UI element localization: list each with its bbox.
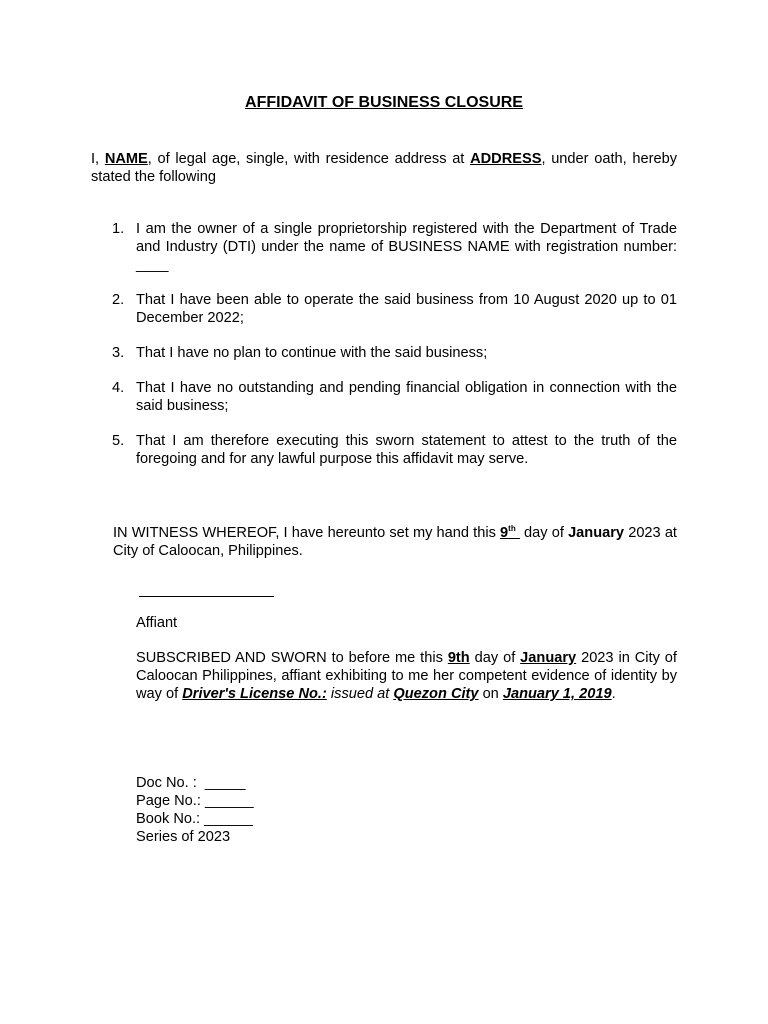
item-text: That I have no outstanding and pending financial obligation in connection with the said business; — [136, 380, 677, 414]
witness-day-suffix: th — [508, 524, 516, 534]
sworn-month: January — [520, 650, 577, 666]
intro-suffix: , under oath, hereby stated the following — [91, 151, 677, 185]
address-placeholder: ADDRESS — [470, 151, 542, 167]
sworn-part-1: SUBSCRIBED AND SWORN to before me this — [136, 650, 448, 666]
intro-prefix: I, — [91, 151, 105, 167]
item-number: 3. — [112, 345, 125, 361]
book-no: Book No.: ______ — [136, 811, 253, 827]
item-text: That I have no plan to continue with the said business; — [136, 345, 488, 361]
doc-no: Doc No. : _____ — [136, 775, 246, 791]
witness-suffix: 2023 at City of Caloocan, Philippines. — [113, 525, 677, 559]
item-text: That I have been able to operate the said business from 10 August 2020 up to 01 December 2022; — [136, 292, 677, 326]
witness-prefix: IN WITNESS WHEREOF, I have hereunto set my hand this — [113, 525, 501, 541]
sworn-day: 9th — [447, 650, 470, 666]
witness-month: January — [568, 525, 625, 541]
sworn-part-4: issued at — [326, 686, 394, 702]
item-number: 5. — [112, 433, 125, 449]
signature-line — [139, 596, 274, 597]
sworn-part-3: 2023 in City of Caloocan Philippines, affiant exhibiting to me her competent evidence of identity by way of — [136, 650, 677, 702]
series: Series of 2023 — [136, 829, 231, 845]
affiant-label: Affiant — [136, 615, 178, 631]
list-item — [91, 379, 677, 415]
statement-list — [91, 220, 677, 485]
page-no: Page No.: ______ — [136, 793, 254, 809]
intro-mid: , of legal age, single, with residence address at — [147, 151, 471, 167]
document-title: AFFIDAVIT OF BUSINESS CLOSURE — [245, 94, 523, 111]
witness-paragraph — [113, 524, 677, 560]
sworn-part-2: day of — [469, 650, 521, 666]
list-item — [91, 291, 677, 327]
list-item — [91, 432, 677, 468]
name-placeholder: NAME — [104, 151, 148, 167]
witness-day — [500, 525, 520, 541]
jurat-paragraph — [136, 649, 677, 703]
notarial-register — [136, 774, 436, 846]
sworn-place: Quezon City — [393, 686, 479, 702]
item-number: 2. — [112, 292, 125, 308]
list-item — [91, 220, 677, 274]
sworn-part-5: on — [478, 686, 503, 702]
item-number: 4. — [112, 380, 125, 396]
intro-paragraph — [91, 150, 677, 186]
item-text: I am the owner of a single proprietorship registered with the Department of Trade and Industry (DTI) under the name of BUSINESS NAME with registration number: ____ — [136, 221, 677, 273]
sworn-part-6: . — [611, 686, 616, 702]
item-number: 1. — [112, 221, 125, 237]
sworn-id-type: Driver's License No.: — [182, 686, 327, 702]
witness-day-number: 9 — [500, 525, 509, 541]
sworn-date: January 1, 2019 — [502, 686, 612, 702]
item-text: That I am therefore executing this sworn statement to attest to the truth of the foregoing and for any lawful purpose this affidavit may serve. — [136, 433, 677, 467]
list-item — [91, 344, 677, 362]
witness-mid: day of — [519, 525, 569, 541]
